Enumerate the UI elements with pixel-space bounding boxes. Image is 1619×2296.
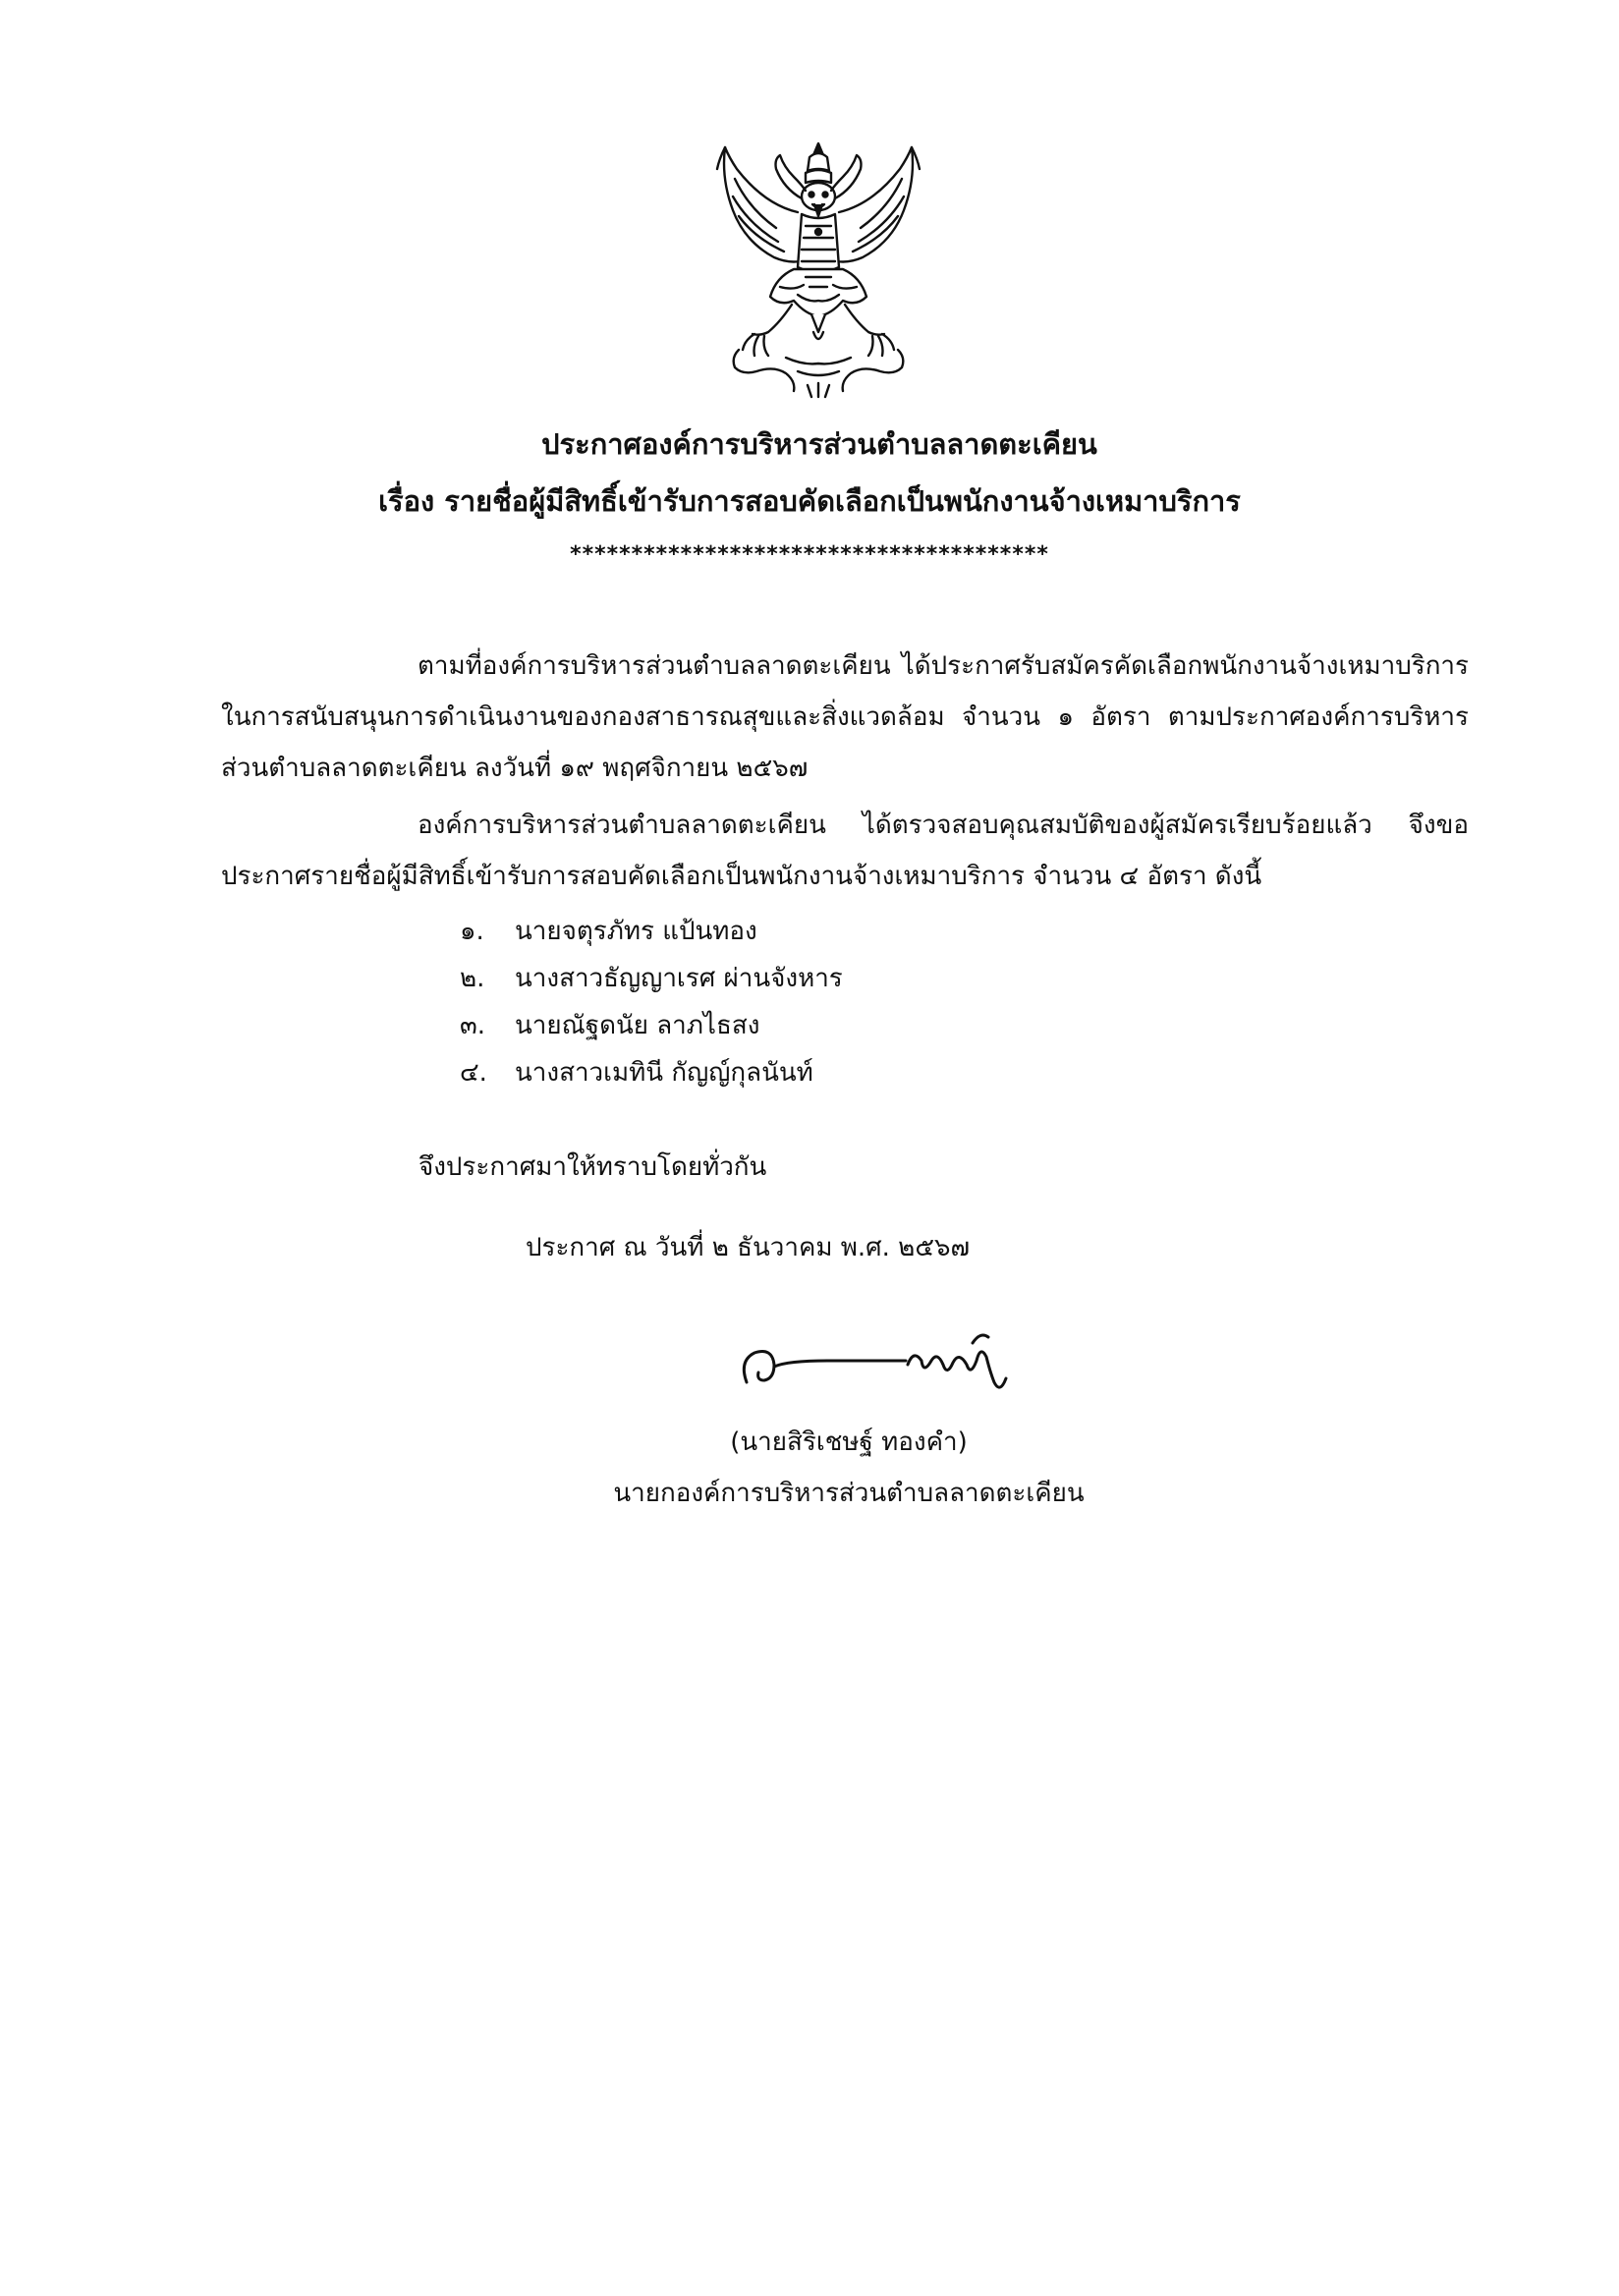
signer-position: นายกองค์การบริหารส่วนตำบลลาดตะเคียน xyxy=(613,1479,1085,1508)
list-item-name: นางสาวธัญญาเรศ ผ่านจังหาร xyxy=(515,964,843,993)
announcement-date: ประกาศ ณ วันที่ ๒ ธันวาคม พ.ศ. ๒๕๖๗ xyxy=(526,1233,971,1262)
list-item-number: ๒. xyxy=(460,964,485,993)
list-item-number: ๔. xyxy=(460,1058,487,1088)
title-separator: *************************************** xyxy=(570,542,1049,567)
list-item-number: ๑. xyxy=(460,917,484,946)
handwritten-signature-icon xyxy=(729,1321,1014,1410)
list-item xyxy=(460,955,843,1002)
body-paragraph-1 xyxy=(221,641,1469,794)
list-item-number: ๓. xyxy=(460,1011,486,1040)
body-paragraph-2-text: องค์การบริหารส่วนตำบลลาดตะเคียน ได้ตรวจสอบคุณสมบัติของผู้สมัครเรียบร้อยแล้ว จึงขอประกาศรายชื่อผู้มีสิทธิ์เข้ารับการสอบคัดเลือกเป็นพนักงานจ้างเหมาบริการ จำนวน ๔ อัตรา ดังนี้ xyxy=(221,811,1469,891)
closing-statement: จึงประกาศมาให้ทราบโดยทั่วกัน xyxy=(419,1152,767,1182)
list-item xyxy=(460,1002,843,1049)
candidate-list xyxy=(460,908,843,1096)
body-paragraph-1-text: ตามที่องค์การบริหารส่วนตำบลลาดตะเคียน ได้ประกาศรับสมัครคัดเลือกพนักงานจ้างเหมาบริการ ในการสนับสนุนการดำเนินงานของกองสาธารณสุขและสิ่งแวดล้อม จำนวน ๑ อัตรา ตามประกาศองค์การบริหารส่วนตำบลลาดตะเคียน ลงวันที่ ๑๙ พฤศจิกายน ๒๕๖๗ xyxy=(221,651,1469,783)
list-item-name: นายจตุรภัทร แป้นทอง xyxy=(515,917,757,946)
signer-name: (นายสิริเชษฐ์ ทองคำ) xyxy=(730,1428,968,1457)
body-paragraph-2 xyxy=(221,800,1469,902)
list-item xyxy=(460,908,843,955)
garuda-emblem-icon xyxy=(715,140,921,400)
list-item-name: นางสาวเมทินี กัญญ์กุลนันท์ xyxy=(515,1058,813,1088)
announcement-subject: เรื่อง รายชื่อผู้มีสิทธิ์เข้ารับการสอบคัดเลือกเป็นพนักงานจ้างเหมาบริการ xyxy=(378,484,1241,518)
list-item-name: นายณัฐดนัย ลาภไธสง xyxy=(515,1011,760,1040)
list-item xyxy=(460,1049,843,1096)
announcement-title: ประกาศองค์การบริหารส่วนตำบลลาดตะเคียน xyxy=(541,427,1097,461)
